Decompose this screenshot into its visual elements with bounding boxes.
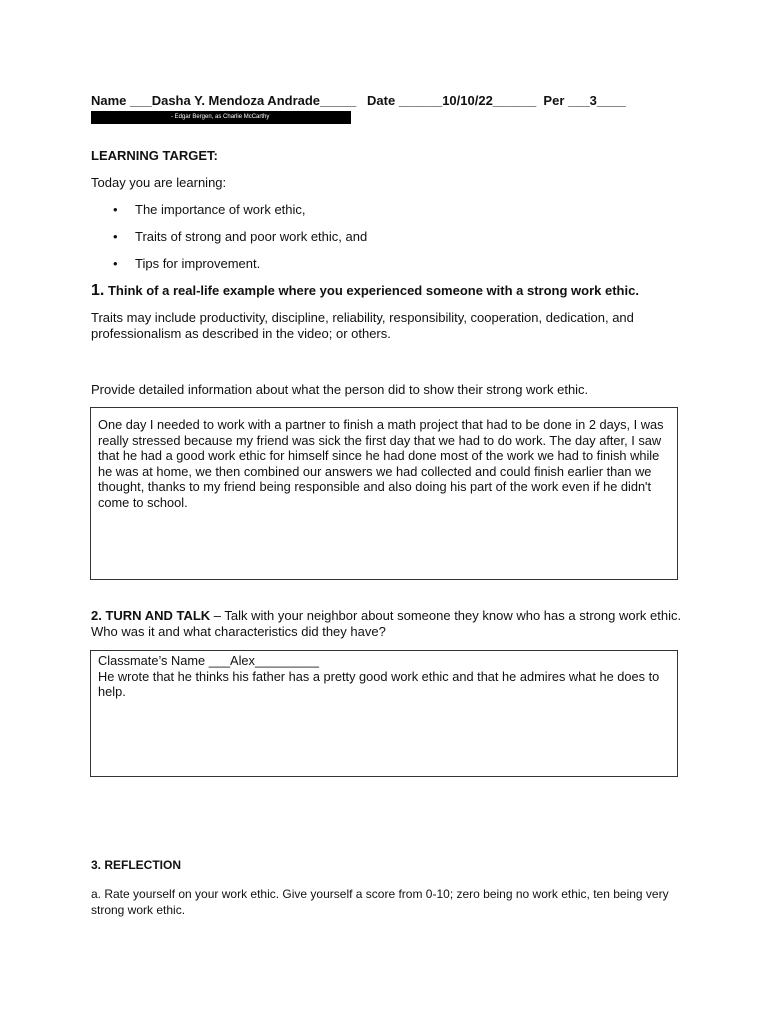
list-item: • Traits of strong and poor work ethic, and [113, 229, 368, 244]
bar-caption: - Edgar Bergen, as Charlie McCarthy [171, 114, 270, 120]
question1-number: 1. [91, 282, 105, 299]
question1-traits-note: Traits may include productivity, discipline, reliability, responsibility, cooperation, dedication, and professionalism as described in the video; or others. [91, 310, 634, 341]
name-field: Name ___Dasha Y. Mendoza Andrade_____ [91, 93, 357, 108]
question2-answer-box[interactable] [90, 650, 678, 777]
reflection-heading: 3. REFLECTION [91, 858, 182, 872]
redaction-bar [91, 111, 351, 124]
bullet-icon: • [113, 202, 118, 217]
question1-instruction: Provide detailed information about what the person did to show their strong work ethic. [91, 382, 589, 397]
learning-target-intro: Today you are learning: [91, 175, 227, 190]
header-line [91, 93, 626, 108]
question1-prompt: 1. Think of a real-life example where you experienced someone with a strong work ethic. [91, 282, 639, 299]
question1-answer-box[interactable] [90, 407, 678, 580]
learning-target-heading: LEARNING TARGET: [91, 148, 218, 163]
date-field: Date ______10/10/22______ [367, 93, 537, 108]
list-item: • Tips for improvement. [113, 256, 261, 271]
classmate-name-field: Classmate’s Name ___Alex_________ [98, 653, 320, 668]
question1-answer-text: One day I needed to work with a partner to finish a math project that had to be done in 2 days, I was really stressed because my friend was sick the first day that we had to do work. The day after, I saw that he had a good work ethic for himself since he had done most of the work we had to finish while he was at home, we then combined our answers we had collected and could finish earlier than we thought, thanks to my friend being responsible and also doing his part of the work even if he didn't come to school. [98, 417, 664, 510]
period-field: Per ___3____ [543, 93, 626, 108]
bullet-icon: • [113, 229, 118, 244]
question2-heading: 2. TURN AND TALK [91, 608, 211, 623]
bullet-icon: • [113, 256, 118, 271]
question2-answer-text: He wrote that he thinks his father has a pretty good work ethic and that he admires what he does to help. [98, 668, 660, 699]
question2-prompt: 2. TURN AND TALK – Talk with your neighbor about someone they know who has a strong work ethic. Who was it and what characteristics did they have? [91, 608, 682, 639]
learning-target-list [113, 202, 367, 283]
reflection-question-a: a. Rate yourself on your work ethic. Give yourself a score from 0-10; zero being no work ethic, ten being very strong work ethic. [91, 887, 669, 917]
list-item: • The importance of work ethic, [113, 202, 306, 217]
